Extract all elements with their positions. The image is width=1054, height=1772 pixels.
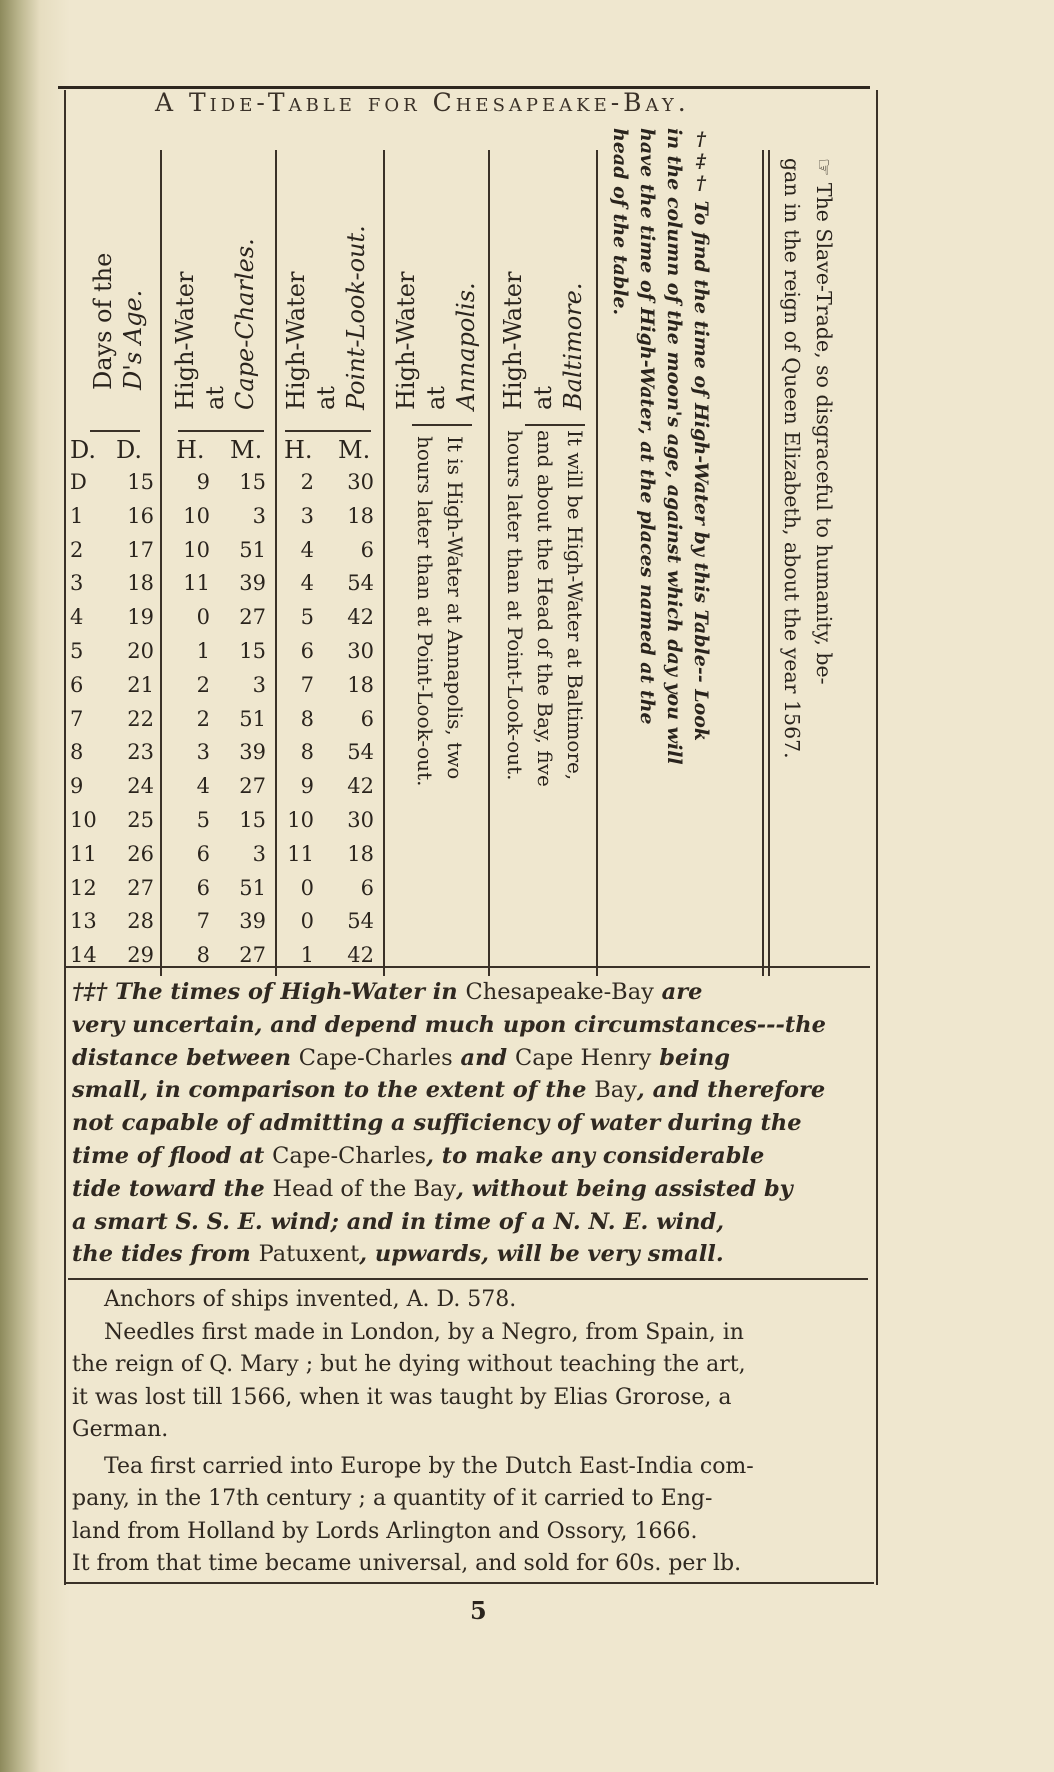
annapolis-header-line2: at (422, 386, 450, 410)
table-cell: 3 (70, 571, 84, 596)
table-cell: 27 (239, 605, 266, 630)
table-cell: 6 (360, 706, 374, 731)
header-rule (412, 424, 472, 426)
table-cell: 51 (239, 875, 266, 900)
annapolis-header (391, 160, 481, 410)
table-cell: 3 (252, 503, 266, 528)
table-cell: 27 (127, 875, 154, 900)
table-cell: 2 (70, 537, 84, 562)
col-rule (275, 150, 277, 976)
header-rule (90, 430, 140, 432)
tide-note-text: , and therefore (636, 1077, 826, 1104)
table-cell: 4 (70, 605, 84, 630)
tide-note-text: very uncertain, and depend much upon circumstances---the (72, 1011, 826, 1038)
tide-note-text: , without being assisted by (456, 1175, 793, 1202)
col-rule (383, 150, 385, 976)
annapolis-header-line3: Annapolis. (452, 282, 480, 410)
bottom-rule (64, 1582, 874, 1584)
table-cell: 51 (239, 537, 266, 562)
header-rule (178, 430, 264, 432)
point-look-out-header-line1: High-Water (282, 271, 310, 410)
table-cell: 6 (70, 672, 84, 697)
baltimore-note (500, 430, 590, 970)
point-look-out-header-line2: at (312, 386, 340, 410)
table-cell: 29 (127, 943, 154, 968)
tide-note-place: Bay (594, 1077, 637, 1104)
tide-note-text: the tides from (72, 1241, 259, 1268)
table-cell: 6 (360, 537, 374, 562)
annapolis-note (410, 436, 470, 966)
table-cell: 39 (239, 740, 266, 765)
subheader-d1: D. (70, 436, 97, 464)
tide-note-text: †‡† The times of High-Water in (72, 979, 466, 1005)
table-cell: 42 (347, 774, 374, 799)
slave-note-line1: ☞ The Slave-Trade, so disgraceful to humanity, be- (812, 158, 836, 685)
table-cell: 8 (300, 740, 314, 765)
table-cell: 4 (300, 537, 314, 562)
table-cell: 5 (196, 808, 210, 832)
table-cell: 15 (239, 808, 266, 832)
table-cell: 6 (300, 639, 314, 663)
table-cell: 4 (300, 571, 314, 596)
cape-charles-header-line1: High-Water (171, 271, 199, 410)
point-look-out-header-line3: Point-Look-out. (342, 225, 370, 410)
table-cell: 7 (196, 909, 210, 934)
table-cell: 15 (239, 470, 266, 494)
table-cell: 3 (252, 841, 266, 866)
baltimore-note-line1: It will be High-Water at Baltimore, (563, 430, 587, 781)
table-cell: 10 (183, 503, 210, 528)
table-cell: 54 (347, 909, 374, 934)
baltimore-note-line2: and about the Head of the Bay, five (533, 430, 557, 787)
annapolis-note-line1: It is High-Water at Annapolis, two (443, 436, 467, 780)
table-cell: 39 (239, 909, 266, 934)
table-cell: 2 (196, 672, 210, 697)
tide-note-place: Head of the Bay (272, 1175, 457, 1202)
col-rule (488, 150, 490, 976)
baltimore-header (498, 160, 588, 410)
table-cell: 28 (127, 909, 154, 934)
slave-note-line2: gan in the reign of Queen Elizabeth, about the year 1567. (780, 158, 804, 759)
subheader-m2: M. (338, 436, 371, 464)
subheader-h2: H. (284, 436, 313, 464)
table-cell: 9 (70, 774, 84, 799)
table-cell: 23 (127, 740, 154, 765)
table-cell: 3 (300, 503, 314, 528)
table-cell: 30 (347, 639, 374, 663)
tide-note-place: Cape Henry (515, 1044, 652, 1071)
tide-note-text: small, in comparison to the extent of the (72, 1077, 595, 1104)
tide-note-place: Cape-Charles (272, 1142, 427, 1169)
subheader-d2: D. (116, 436, 143, 464)
table-cell: 5 (70, 639, 84, 663)
table-cell: 15 (127, 470, 154, 494)
table-cell: 11 (183, 571, 210, 596)
needles-line: Needles first made in London, by a Negro, from Spain, in (104, 1319, 744, 1345)
table-cell: 10 (287, 808, 314, 832)
page-title: A Tide-Table for Chesapeake-Bay. (155, 88, 690, 117)
table-cell: 1 (70, 503, 84, 528)
baltimore-header-line1: High-Water (499, 271, 527, 410)
table-cell: 10 (183, 537, 210, 562)
tide-note-text: time of flood at (72, 1142, 273, 1169)
tide-note-text: , upwards, will be very small. (359, 1241, 724, 1268)
tide-note (72, 976, 862, 1271)
table-cell: 54 (347, 740, 374, 765)
tea-line: land from Holland by Lords Arlington and Ossory, 1666. (72, 1518, 698, 1544)
table-cell: 16 (127, 503, 154, 528)
tide-note-place: Patuxent (258, 1241, 360, 1268)
table-cell: 0 (300, 875, 314, 900)
annapolis-header-line1: High-Water (392, 271, 420, 410)
subheader-m1: M. (230, 436, 263, 464)
point-look-out-header (281, 160, 371, 410)
header-rule (285, 430, 371, 432)
find-note-line4: head of the table. (609, 128, 631, 316)
tide-note-text: and (452, 1044, 515, 1071)
table-cell: 3 (252, 672, 266, 697)
table-cell: 9 (196, 470, 210, 494)
col-rule (762, 150, 764, 976)
tide-note-place: Chesapeake-Bay (465, 979, 654, 1005)
tide-note-text: are (653, 979, 703, 1005)
table-cell: 17 (127, 537, 154, 562)
find-note-line3: have the time of High-Water, at the places named at the (636, 128, 658, 725)
days-header (88, 180, 148, 390)
table-cell: D (70, 470, 87, 494)
table-cell: 6 (196, 841, 210, 866)
facts-section (72, 1284, 862, 1581)
table-cell: 1 (196, 639, 210, 663)
table-cell: 39 (239, 571, 266, 596)
table-cell: 5 (300, 605, 314, 630)
table-cell: 0 (300, 909, 314, 934)
tide-note-text: being (651, 1044, 730, 1071)
table-cell: 21 (127, 672, 154, 697)
tide-note-text: not capable of admitting a sufficiency of water during the (72, 1110, 802, 1137)
find-time-note (606, 128, 714, 958)
table-cell: 25 (127, 808, 154, 832)
table-cell: 10 (70, 808, 97, 832)
table-cell: 18 (347, 503, 374, 528)
anchors-paragraph: Anchors of ships invented, A. D. 578. (104, 1287, 517, 1312)
table-cell: 51 (239, 706, 266, 731)
col-rule (160, 150, 162, 976)
table-cell: 1 (300, 943, 314, 968)
baltimore-note-line3: hours later than at Point-Look-out. (503, 430, 527, 781)
table-cell: 8 (300, 706, 314, 731)
table-cell: 2 (300, 470, 314, 494)
col-rule (596, 150, 598, 976)
table-cell: 8 (70, 740, 84, 765)
tide-note-text: tide toward the (72, 1175, 273, 1202)
annapolis-note-line2: hours later than at Point-Look-out. (413, 436, 437, 787)
cape-charles-header (170, 160, 260, 410)
table-cell: 2 (196, 706, 210, 731)
subheader-h1: H. (176, 436, 205, 464)
tide-note-place: Cape-Charles (298, 1044, 453, 1071)
table-cell: 24 (127, 774, 154, 799)
tide-note-text: a smart S. S. E. wind; and in time of a N. N. E. wind, (72, 1208, 725, 1235)
section-rule (68, 1278, 868, 1280)
slave-trade-note (776, 158, 840, 958)
table-cell: 11 (287, 841, 314, 866)
table-cell: 7 (70, 706, 84, 731)
table-cell: 14 (70, 943, 97, 968)
baltimore-header-line2: at (529, 386, 557, 410)
find-note-line2: in the column of the moon's age, against which day you will (663, 128, 685, 765)
header-rule (525, 424, 585, 426)
needles-line: it was lost till 1566, when it was taught by Elias Grorose, a (72, 1384, 732, 1410)
tide-note-text: , to make any considerable (426, 1142, 765, 1169)
tea-line: It from that time became universal, and sold for 60s. per lb. (72, 1551, 742, 1576)
table-cell: 7 (300, 672, 314, 697)
table-cell: 4 (196, 774, 210, 799)
table-cell: 3 (196, 740, 210, 765)
table-cell: 54 (347, 571, 374, 596)
tea-line: Tea first carried into Europe by the Dutch East-India com- (104, 1453, 754, 1479)
table-cell: 6 (196, 875, 210, 900)
col-rule (768, 150, 770, 976)
page-number: 5 (470, 1596, 487, 1625)
table-cell: 12 (70, 875, 97, 900)
table-cell: 18 (127, 571, 154, 596)
days-header-line2: D's Age. (119, 289, 147, 390)
table-cell: 27 (239, 943, 266, 968)
table-cell: 9 (300, 774, 314, 799)
days-header-line1: Days of the (89, 252, 117, 390)
baltimore-header-line3: Baltimore. (559, 282, 587, 410)
table-cell: 42 (347, 605, 374, 630)
table-cell: 20 (127, 639, 154, 663)
table-cell: 13 (70, 909, 97, 934)
table-cell: 8 (196, 943, 210, 968)
table-cell: 22 (127, 706, 154, 731)
cape-charles-header-line2: at (201, 386, 229, 410)
table-cell: 6 (360, 875, 374, 900)
table-cell: 42 (347, 943, 374, 968)
table-cell: 18 (347, 841, 374, 866)
find-note-line1: †‡† To find the time of High-Water by this Table-- Look (690, 128, 712, 742)
needles-line: German. (72, 1417, 169, 1442)
table-cell: 27 (239, 774, 266, 799)
cape-charles-header-line3: Cape-Charles. (231, 238, 259, 410)
tide-note-text: distance between (72, 1044, 299, 1071)
table-cell: 30 (347, 470, 374, 494)
table-cell: 18 (347, 672, 374, 697)
table-cell: 30 (347, 808, 374, 832)
table-cell: 19 (127, 605, 154, 630)
table-cell: 26 (127, 841, 154, 866)
table-cell: 15 (239, 639, 266, 663)
table-cell: 11 (70, 841, 97, 866)
needles-line: the reign of Q. Mary ; but he dying without teaching the art, (72, 1352, 746, 1377)
table-cell: 0 (196, 605, 210, 630)
tea-line: pany, in the 17th century ; a quantity of it carried to Eng- (72, 1486, 713, 1511)
